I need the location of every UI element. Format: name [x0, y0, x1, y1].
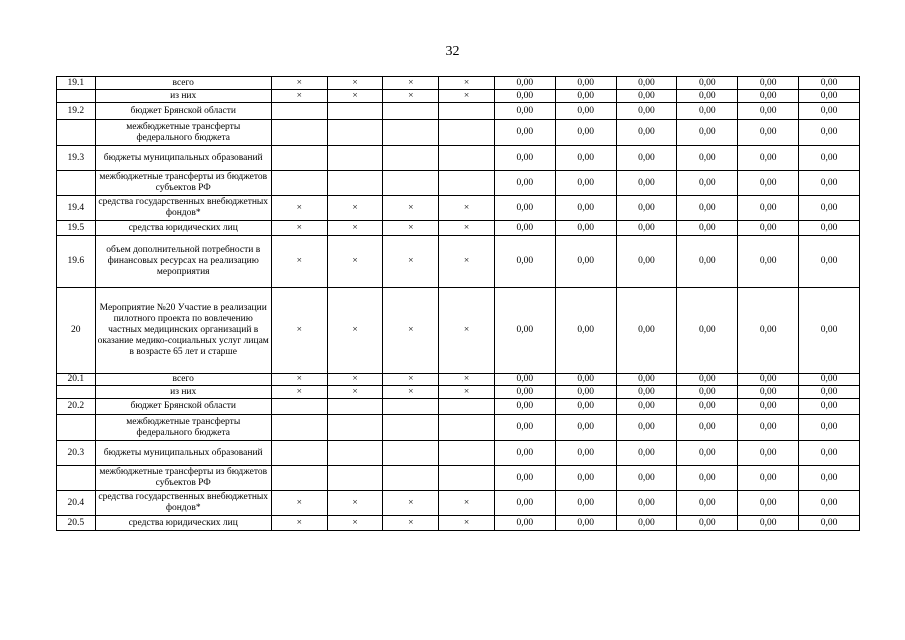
budget-table — [56, 76, 860, 531]
table-row — [57, 374, 860, 386]
value-cell: 0,00 — [799, 103, 860, 120]
value-cell: 0,00 — [738, 146, 799, 171]
value-cell: 0,00 — [616, 120, 677, 146]
cross-cell: × — [439, 386, 495, 399]
value-cell: 0,00 — [677, 90, 738, 103]
value-cell: 0,00 — [555, 399, 616, 415]
value-cell: 0,00 — [677, 466, 738, 491]
cross-cell: × — [271, 288, 327, 374]
value-cell: 0,00 — [616, 441, 677, 466]
value-cell: 0,00 — [555, 441, 616, 466]
table-row — [57, 491, 860, 516]
row-number — [57, 171, 96, 196]
value-cell: 0,00 — [555, 491, 616, 516]
value-cell: 0,00 — [738, 103, 799, 120]
value-cell: 0,00 — [616, 288, 677, 374]
table-row — [57, 415, 860, 441]
value-cell: 0,00 — [555, 77, 616, 90]
cross-cell: × — [383, 236, 439, 288]
row-name: Мероприятие №20 Участие в реализации пилотного проекта по вовлечению частных медицинских организаций в оказание медико-социальных услуг лицам в возрасте 65 лет и старше — [95, 288, 271, 374]
row-number: 19.4 — [57, 196, 96, 221]
row-name: всего — [95, 374, 271, 386]
value-cell: 0,00 — [677, 441, 738, 466]
value-cell: 0,00 — [738, 516, 799, 531]
value-cell: 0,00 — [616, 236, 677, 288]
cross-cell — [327, 399, 383, 415]
cross-cell: × — [383, 90, 439, 103]
value-cell: 0,00 — [677, 516, 738, 531]
value-cell: 0,00 — [616, 171, 677, 196]
value-cell: 0,00 — [738, 221, 799, 236]
value-cell: 0,00 — [616, 415, 677, 441]
table-row — [57, 120, 860, 146]
cross-cell: × — [271, 77, 327, 90]
value-cell: 0,00 — [616, 90, 677, 103]
value-cell: 0,00 — [555, 466, 616, 491]
cross-cell: × — [439, 221, 495, 236]
value-cell: 0,00 — [555, 221, 616, 236]
value-cell: 0,00 — [799, 221, 860, 236]
cross-cell — [327, 415, 383, 441]
value-cell: 0,00 — [555, 103, 616, 120]
cross-cell: × — [271, 516, 327, 531]
value-cell: 0,00 — [555, 288, 616, 374]
value-cell: 0,00 — [677, 171, 738, 196]
row-number — [57, 120, 96, 146]
value-cell: 0,00 — [799, 77, 860, 90]
cross-cell: × — [271, 491, 327, 516]
cross-cell — [327, 466, 383, 491]
cross-cell: × — [327, 491, 383, 516]
cross-cell: × — [383, 374, 439, 386]
value-cell: 0,00 — [616, 77, 677, 90]
cross-cell: × — [271, 374, 327, 386]
value-cell: 0,00 — [738, 288, 799, 374]
cross-cell: × — [383, 516, 439, 531]
cross-cell: × — [383, 221, 439, 236]
value-cell: 0,00 — [738, 415, 799, 441]
value-cell: 0,00 — [555, 90, 616, 103]
value-cell: 0,00 — [677, 77, 738, 90]
table-row — [57, 90, 860, 103]
cross-cell: × — [383, 77, 439, 90]
value-cell: 0,00 — [677, 491, 738, 516]
value-cell: 0,00 — [799, 171, 860, 196]
row-number: 19.5 — [57, 221, 96, 236]
value-cell: 0,00 — [494, 491, 555, 516]
cross-cell — [439, 399, 495, 415]
row-name: из них — [95, 386, 271, 399]
cross-cell — [383, 146, 439, 171]
cross-cell — [327, 441, 383, 466]
value-cell: 0,00 — [494, 374, 555, 386]
value-cell: 0,00 — [494, 399, 555, 415]
cross-cell — [439, 466, 495, 491]
row-name: межбюджетные трансферты из бюджетов субъектов РФ — [95, 171, 271, 196]
value-cell: 0,00 — [494, 288, 555, 374]
table-row — [57, 466, 860, 491]
row-number: 20 — [57, 288, 96, 374]
cross-cell — [439, 415, 495, 441]
cross-cell — [383, 399, 439, 415]
value-cell: 0,00 — [555, 236, 616, 288]
cross-cell — [327, 171, 383, 196]
value-cell: 0,00 — [799, 146, 860, 171]
cross-cell: × — [439, 288, 495, 374]
row-name: бюджет Брянской области — [95, 103, 271, 120]
cross-cell: × — [271, 221, 327, 236]
value-cell: 0,00 — [677, 399, 738, 415]
row-number: 19.1 — [57, 77, 96, 90]
cross-cell — [383, 441, 439, 466]
value-cell: 0,00 — [494, 90, 555, 103]
cross-cell — [271, 171, 327, 196]
cross-cell: × — [271, 386, 327, 399]
value-cell: 0,00 — [738, 399, 799, 415]
cross-cell — [327, 120, 383, 146]
value-cell: 0,00 — [799, 441, 860, 466]
row-number: 20.4 — [57, 491, 96, 516]
value-cell: 0,00 — [555, 516, 616, 531]
table-row — [57, 103, 860, 120]
value-cell: 0,00 — [738, 171, 799, 196]
row-name: средства юридических лиц — [95, 221, 271, 236]
value-cell: 0,00 — [616, 374, 677, 386]
cross-cell — [383, 103, 439, 120]
value-cell: 0,00 — [555, 146, 616, 171]
cross-cell — [383, 415, 439, 441]
cross-cell — [271, 103, 327, 120]
value-cell: 0,00 — [494, 103, 555, 120]
value-cell: 0,00 — [555, 171, 616, 196]
value-cell: 0,00 — [677, 146, 738, 171]
cross-cell: × — [383, 196, 439, 221]
cross-cell: × — [383, 288, 439, 374]
value-cell: 0,00 — [738, 466, 799, 491]
value-cell: 0,00 — [799, 288, 860, 374]
row-number: 20.2 — [57, 399, 96, 415]
row-number — [57, 90, 96, 103]
row-name: бюджеты муниципальных образований — [95, 146, 271, 171]
table-row — [57, 171, 860, 196]
cross-cell — [327, 146, 383, 171]
cross-cell: × — [327, 77, 383, 90]
cross-cell — [271, 146, 327, 171]
value-cell: 0,00 — [616, 146, 677, 171]
value-cell: 0,00 — [616, 516, 677, 531]
value-cell: 0,00 — [616, 386, 677, 399]
cross-cell — [439, 103, 495, 120]
cross-cell: × — [383, 491, 439, 516]
cross-cell — [439, 171, 495, 196]
table-row — [57, 288, 860, 374]
cross-cell — [271, 466, 327, 491]
value-cell: 0,00 — [494, 441, 555, 466]
value-cell: 0,00 — [616, 466, 677, 491]
table-row — [57, 236, 860, 288]
row-name: средства государственных внебюджетных фондов* — [95, 196, 271, 221]
value-cell: 0,00 — [494, 146, 555, 171]
row-number — [57, 466, 96, 491]
value-cell: 0,00 — [494, 415, 555, 441]
value-cell: 0,00 — [677, 415, 738, 441]
value-cell: 0,00 — [616, 399, 677, 415]
cross-cell — [271, 120, 327, 146]
cross-cell: × — [271, 90, 327, 103]
cross-cell — [439, 441, 495, 466]
value-cell: 0,00 — [799, 516, 860, 531]
value-cell: 0,00 — [616, 196, 677, 221]
value-cell: 0,00 — [494, 196, 555, 221]
row-name: межбюджетные трансферты федерального бюджета — [95, 120, 271, 146]
cross-cell — [271, 399, 327, 415]
value-cell: 0,00 — [799, 399, 860, 415]
table-row — [57, 516, 860, 531]
value-cell: 0,00 — [799, 415, 860, 441]
value-cell: 0,00 — [799, 196, 860, 221]
value-cell: 0,00 — [738, 441, 799, 466]
value-cell: 0,00 — [677, 103, 738, 120]
table-row — [57, 77, 860, 90]
row-name: межбюджетные трансферты из бюджетов субъектов РФ — [95, 466, 271, 491]
cross-cell: × — [439, 516, 495, 531]
row-number: 19.3 — [57, 146, 96, 171]
value-cell: 0,00 — [494, 466, 555, 491]
row-number: 19.2 — [57, 103, 96, 120]
value-cell: 0,00 — [799, 90, 860, 103]
value-cell: 0,00 — [616, 221, 677, 236]
value-cell: 0,00 — [616, 491, 677, 516]
value-cell: 0,00 — [738, 120, 799, 146]
value-cell: 0,00 — [494, 236, 555, 288]
cross-cell — [383, 171, 439, 196]
row-number — [57, 386, 96, 399]
row-name: объем дополнительной потребности в финансовых ресурсах на реализацию мероприятия — [95, 236, 271, 288]
cross-cell: × — [271, 236, 327, 288]
value-cell: 0,00 — [555, 386, 616, 399]
row-number: 20.3 — [57, 441, 96, 466]
cross-cell: × — [327, 288, 383, 374]
value-cell: 0,00 — [494, 386, 555, 399]
row-name: бюджеты муниципальных образований — [95, 441, 271, 466]
value-cell: 0,00 — [799, 466, 860, 491]
row-name: бюджет Брянской области — [95, 399, 271, 415]
value-cell: 0,00 — [799, 236, 860, 288]
cross-cell — [271, 415, 327, 441]
value-cell: 0,00 — [738, 90, 799, 103]
value-cell: 0,00 — [799, 491, 860, 516]
table-row — [57, 399, 860, 415]
value-cell: 0,00 — [799, 374, 860, 386]
cross-cell: × — [439, 236, 495, 288]
value-cell: 0,00 — [677, 374, 738, 386]
cross-cell — [383, 120, 439, 146]
value-cell: 0,00 — [738, 196, 799, 221]
cross-cell: × — [327, 516, 383, 531]
row-number: 20.1 — [57, 374, 96, 386]
table-row — [57, 386, 860, 399]
table-row — [57, 221, 860, 236]
value-cell: 0,00 — [799, 386, 860, 399]
cross-cell — [383, 466, 439, 491]
value-cell: 0,00 — [677, 386, 738, 399]
value-cell: 0,00 — [494, 120, 555, 146]
cross-cell: × — [271, 196, 327, 221]
cross-cell: × — [327, 386, 383, 399]
value-cell: 0,00 — [738, 236, 799, 288]
value-cell: 0,00 — [555, 196, 616, 221]
table-row — [57, 441, 860, 466]
cross-cell: × — [439, 196, 495, 221]
row-name: средства государственных внебюджетных фондов* — [95, 491, 271, 516]
cross-cell — [439, 120, 495, 146]
value-cell: 0,00 — [738, 491, 799, 516]
cross-cell — [271, 441, 327, 466]
cross-cell: × — [327, 196, 383, 221]
value-cell: 0,00 — [677, 288, 738, 374]
cross-cell — [439, 146, 495, 171]
cross-cell: × — [327, 236, 383, 288]
value-cell: 0,00 — [677, 120, 738, 146]
row-name: всего — [95, 77, 271, 90]
cross-cell: × — [327, 90, 383, 103]
value-cell: 0,00 — [799, 120, 860, 146]
row-name: средства юридических лиц — [95, 516, 271, 531]
cross-cell: × — [439, 491, 495, 516]
row-name: межбюджетные трансферты федерального бюджета — [95, 415, 271, 441]
row-number: 19.6 — [57, 236, 96, 288]
cross-cell: × — [439, 90, 495, 103]
row-name: из них — [95, 90, 271, 103]
cross-cell: × — [327, 221, 383, 236]
value-cell: 0,00 — [555, 415, 616, 441]
value-cell: 0,00 — [616, 103, 677, 120]
value-cell: 0,00 — [738, 386, 799, 399]
value-cell: 0,00 — [494, 516, 555, 531]
value-cell: 0,00 — [738, 77, 799, 90]
table-row — [57, 196, 860, 221]
row-number — [57, 415, 96, 441]
table-row — [57, 146, 860, 171]
value-cell: 0,00 — [494, 171, 555, 196]
cross-cell: × — [383, 386, 439, 399]
value-cell: 0,00 — [677, 236, 738, 288]
value-cell: 0,00 — [494, 77, 555, 90]
value-cell: 0,00 — [677, 196, 738, 221]
value-cell: 0,00 — [677, 221, 738, 236]
page-number: 32 — [445, 44, 460, 59]
cross-cell: × — [439, 374, 495, 386]
value-cell: 0,00 — [555, 120, 616, 146]
cross-cell: × — [439, 77, 495, 90]
value-cell: 0,00 — [738, 374, 799, 386]
row-number: 20.5 — [57, 516, 96, 531]
value-cell: 0,00 — [555, 374, 616, 386]
cross-cell — [327, 103, 383, 120]
value-cell: 0,00 — [494, 221, 555, 236]
cross-cell: × — [327, 374, 383, 386]
